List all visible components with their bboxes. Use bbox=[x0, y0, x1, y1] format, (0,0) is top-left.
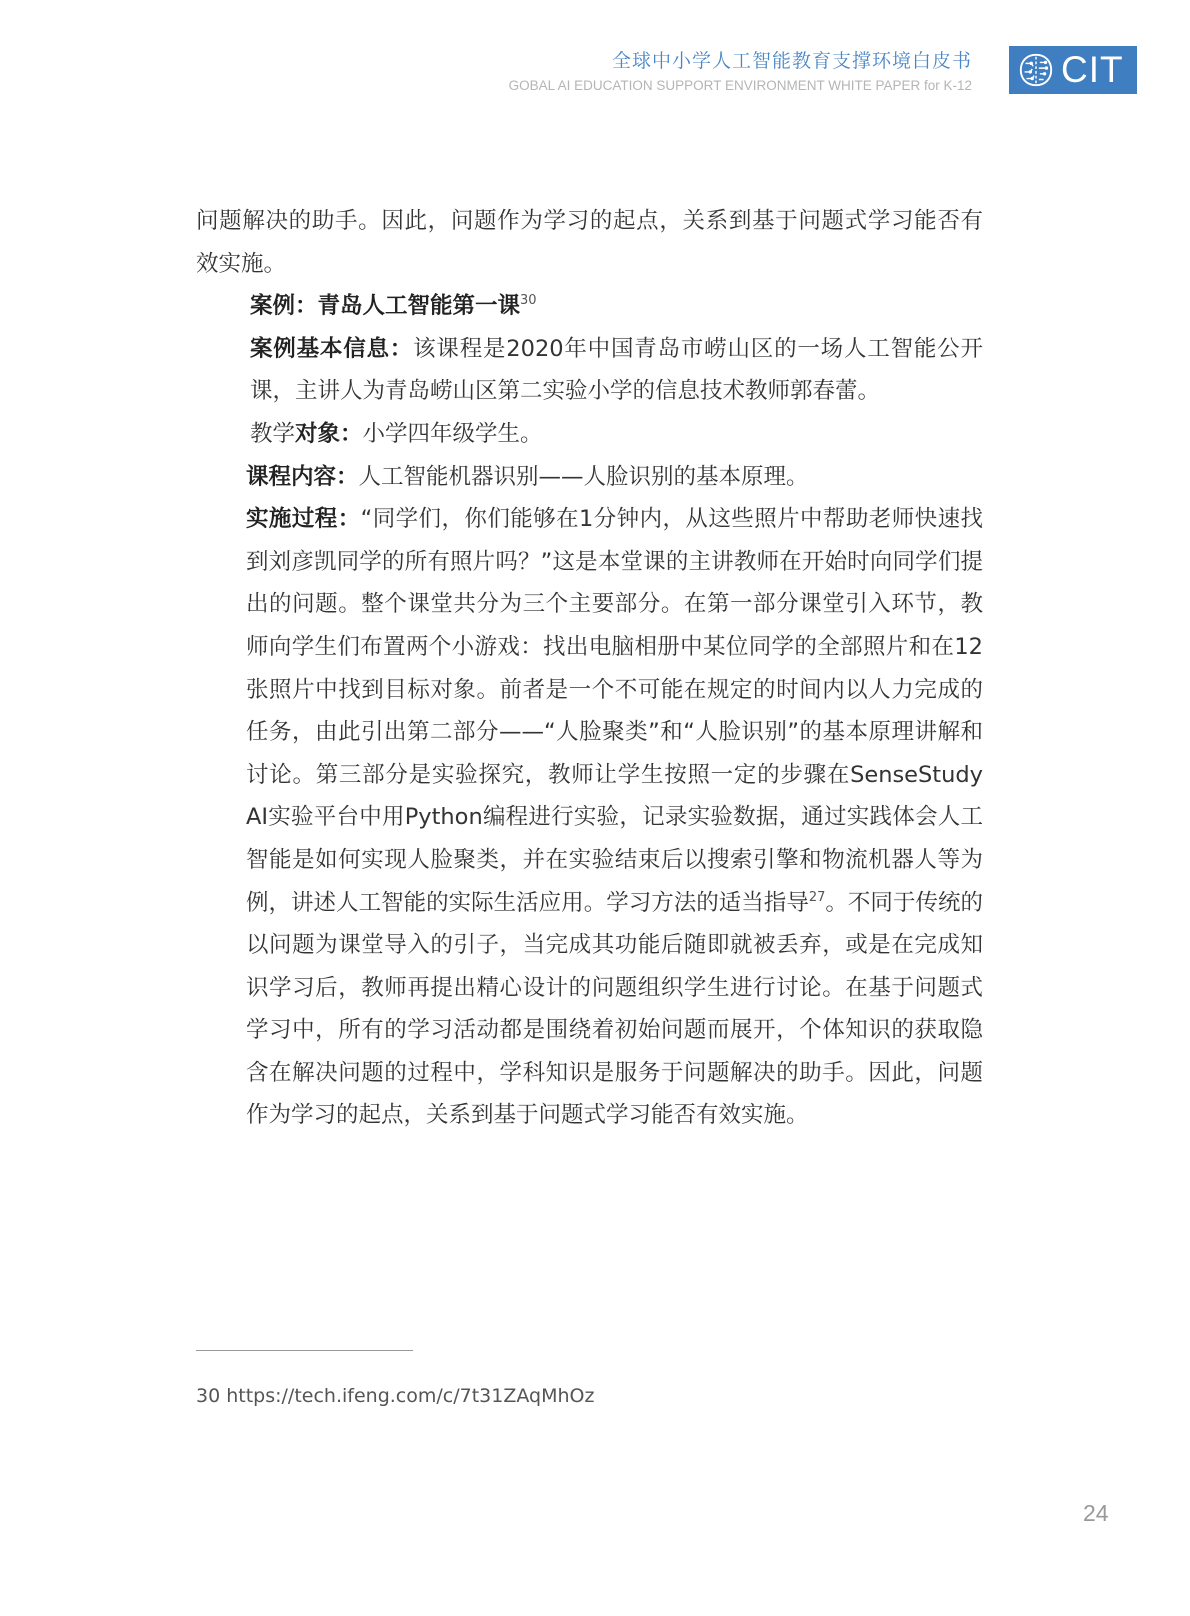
case-info-text: 该课程是2020年中国青岛市崂山区的一场人工智能公开课，主讲人为青岛崂山区第二实验小学的信息技术教师郭春蕾。 bbox=[250, 335, 983, 405]
paragraph-intro: 问题解决的助手。因此，问题作为学习的起点，关系到基于问题式学习能否有效实施。 bbox=[196, 208, 983, 277]
process-label: 实施过程： bbox=[246, 506, 361, 533]
process-footnote-ref: 27 bbox=[808, 889, 826, 905]
body-text bbox=[196, 200, 983, 1137]
process-text-b: 。不同于传统的以问题为课堂导入的引子，当完成其功能后随即就被丢弃，或是在完成知识学习后，教师再提出精心设计的问题组织学生进行讨论。在基于问题式学习中，所有的学习活动都是围绕着初始问题而展开，个体知识的获取隐含在解决问题的过程中，学科知识是服务于问题解决的助手。因此，问题作为学习的起点，关系到基于问题式学习能否有效实施。 bbox=[246, 889, 983, 1129]
target-text: 小学四年级学生。 bbox=[362, 420, 543, 447]
content-text: 人工智能机器识别——人脸识别的基本原理。 bbox=[358, 463, 809, 490]
header-title: 全球中小学人工智能教育支撑环境白皮书 bbox=[611, 50, 972, 72]
brain-circuit-icon bbox=[1017, 51, 1055, 89]
target-label-a: 教学 bbox=[250, 420, 296, 447]
case-info-label: 案例基本信息： bbox=[250, 335, 414, 362]
target-label-b: 对象： bbox=[295, 420, 363, 447]
process-text-a: “同学们，你们能够在1分钟内，从这些照片中帮助老师快速找到刘彦凯同学的所有照片吗？”这是本堂课的主讲教师在开始时向同学们提出的问题。整个课堂共分为三个主要部分。在第一部分课堂引入环节，教师向学生们布置两个小游戏：找出电脑相册中某位同学的全部照片和在12张照片中找到目标对象。前者是一个不可能在规定的时间内以人力完成的任务，由此引出第二部分——“人脸聚类”和“人脸识别”的基本原理讲解和讨论。第三部分是实验探究，教师让学生按照一定的步骤在SenseStudy AI实验平台中用Python编程进行实验，记录实验数据，通过实践体会人工智能是如何实现人脸聚类，并在实验结束后以搜索引擎和物流机器人等为例，讲述人工智能的实际生活应用。学习方法的适当指导 bbox=[246, 506, 983, 916]
paragraph-target bbox=[196, 413, 983, 456]
page-number: 24 bbox=[1083, 1500, 1109, 1526]
header-subtitle: GOBAL AI EDUCATION SUPPORT ENVIRONMENT WHITE PAPER for K-12 bbox=[508, 78, 972, 93]
footnote-divider bbox=[196, 1350, 413, 1351]
logo-text: CIT bbox=[1061, 49, 1124, 90]
cit-logo bbox=[1009, 46, 1137, 94]
case-title-text: 案例：青岛人工智能第一课 bbox=[250, 293, 521, 320]
paragraph-content bbox=[196, 456, 983, 499]
paragraph-case-info bbox=[196, 328, 983, 413]
case-title bbox=[196, 285, 983, 328]
paragraph-process bbox=[196, 498, 983, 1137]
case-footnote-ref: 30 bbox=[520, 293, 537, 309]
footnote: 30 https://tech.ifeng.com/c/7t31ZAqMhOz bbox=[196, 1385, 595, 1407]
content-label: 课程内容： bbox=[246, 463, 359, 490]
